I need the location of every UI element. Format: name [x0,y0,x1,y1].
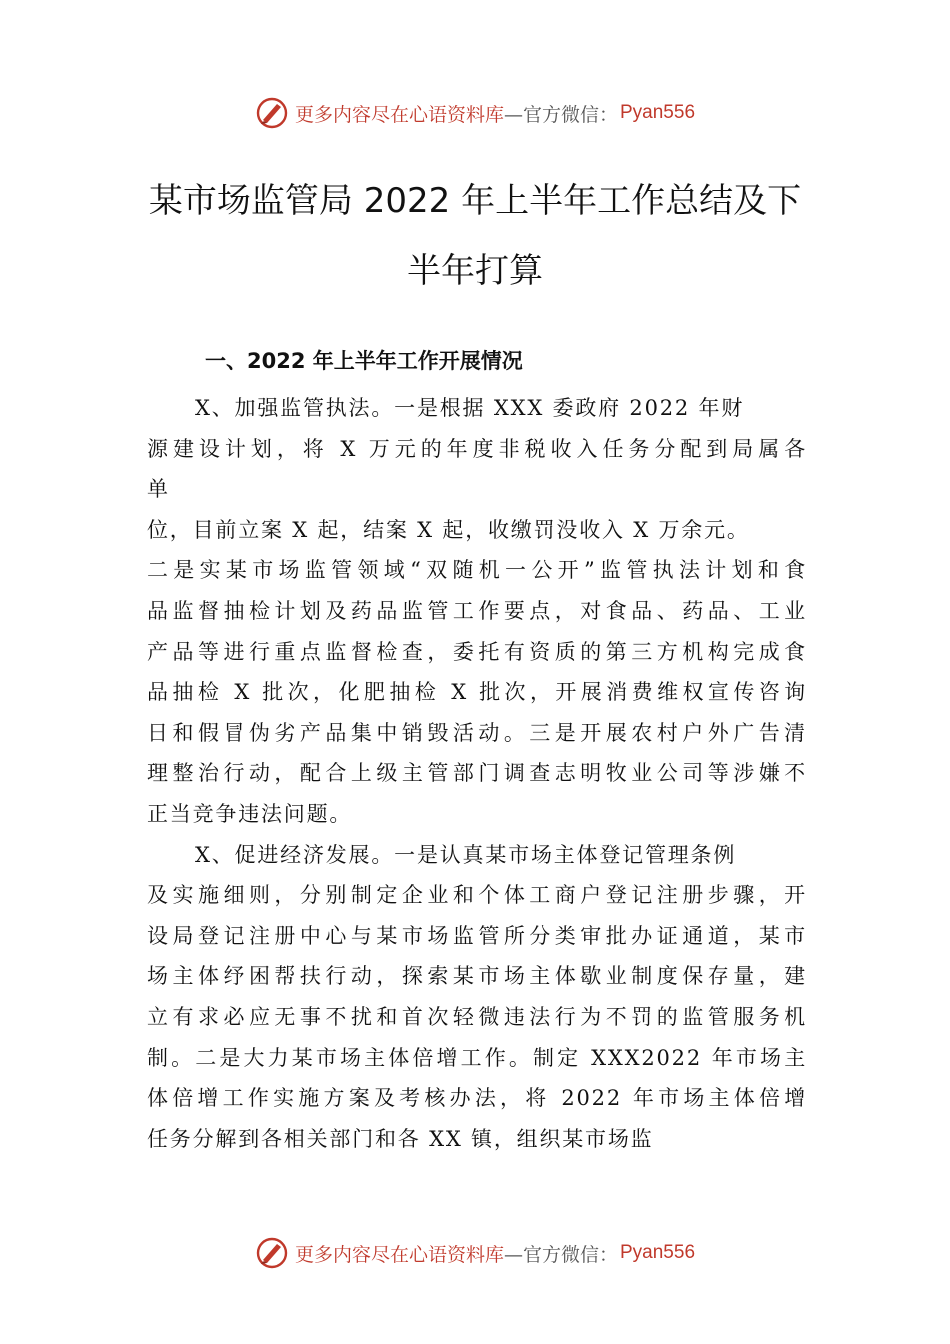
body-line: 单 [147,477,170,502]
title-line-2: 半年打算 [407,251,543,291]
banner-wechat-id: Pyan556 [620,102,696,123]
body-line: 制。二是大力某市场主体倍增工作。制定 XXX2022 年市场主 [147,1045,807,1070]
banner-wechat-label: —官方微信： [503,1243,618,1266]
body-line: 品抽检 X 批次，化肥抽检 X 批次，开展消费维权宣传咨询 [147,680,807,705]
body-line: 正当竞争违法问题。 [147,801,353,826]
body-line: 二是实某市场监管领域“双随机一公开”监管执法计划和食 [147,558,807,583]
footer-banner [0,1236,950,1270]
body-line: X、促进经济发展。一是认真某市场主体登记管理条例 [195,842,737,867]
banner-site-text: 更多内容尽在心语资料库 [294,1243,504,1266]
body-line: 设局登记注册中心与某市场监管所分类审批办证通道，某市 [147,923,807,948]
body-line: 体倍增工作实施方案及考核办法，将 2022 年市场主体倍增 [147,1086,807,1111]
body-line: 理整治行动，配合上级主管部门调查志明牧业公司等涉嫌不 [147,761,807,786]
body-line: X、加强监管执法。一是根据 XXX 委政府 2022 年财 [195,396,745,420]
body-line: 位，目前立案 X 起，结案 X 起，收缴罚没收入 X 万余元。 [147,517,750,542]
header-banner [0,96,950,130]
body-line: 源建设计划，将 X 万元的年度非税收入任务分配到局属各 [147,436,807,461]
brush-logo-icon [255,96,289,130]
document-title [140,166,810,306]
body-line: 日和假冒伪劣产品集中销毁活动。三是开展农村户外广告清 [147,720,807,745]
body-line: 立有求必应无事不扰和首次轻微违法行为不罚的监管服务机 [147,1004,807,1029]
body-line: 产品等进行重点监督检查，委托有资质的第三方机构完成食 [147,639,807,664]
body-text [147,388,807,1159]
banner-wechat-id: Pyan556 [620,1242,696,1263]
body-line: 及实施细则，分别制定企业和个体工商户登记注册步骤，开 [147,883,807,908]
banner-wechat-label: —官方微信： [503,103,618,126]
body-line: 场主体纾困帮扶行动，探索某市场主体歇业制度保存量，建 [147,964,807,989]
banner-site-text: 更多内容尽在心语资料库 [294,103,504,126]
body-line: 任务分解到各相关部门和各 XX 镇，组织某市场监 [147,1126,654,1151]
body-line: 品监督抽检计划及药品监管工作要点，对食品、药品、工业 [147,598,807,623]
brush-logo-icon [255,1236,289,1270]
title-line-1: 某市场监管局 2022 年上半年工作总结及下 [148,181,802,221]
section-heading: 一、2022 年上半年工作开展情况 [205,349,523,373]
